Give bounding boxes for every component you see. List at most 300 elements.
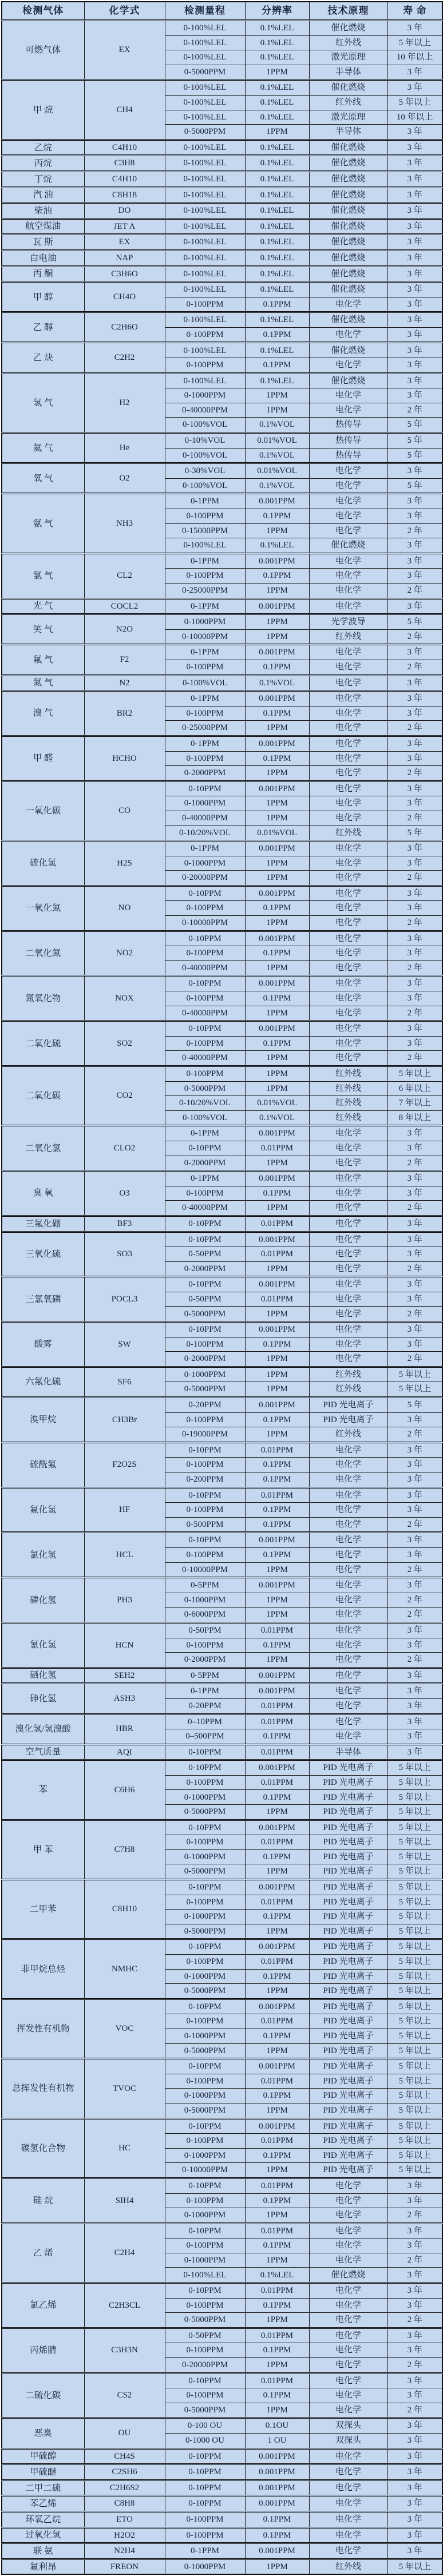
principle-cell: 电化学 — [309, 1442, 387, 1458]
table-row — [2, 2480, 442, 2496]
principle-cell: 电化学 — [309, 1638, 387, 1653]
resolution-cell: 0.1%LEL — [245, 2268, 309, 2283]
principle-cell: PID 光电离子 — [309, 1939, 387, 1955]
table-row — [2, 841, 442, 856]
lifespan-cell: 3 年 — [387, 1668, 442, 1684]
formula-cell: C7H8 — [84, 1820, 165, 1879]
column-header-1: 化学式 — [84, 2, 165, 21]
resolution-cell: 0.1PPM — [245, 1790, 309, 1805]
formula-cell: NO — [84, 886, 165, 931]
lifespan-cell: 5 年以上 — [387, 1924, 442, 1939]
principle-cell: 电化学 — [309, 1668, 387, 1684]
resolution-cell: 0.1%LEL — [245, 50, 309, 65]
range-cell: 0-20PPM — [165, 1398, 245, 1413]
resolution-cell: 0.1OU — [245, 2418, 309, 2434]
lifespan-cell: 10 年以上 — [387, 110, 442, 125]
principle-cell: 红外线 — [309, 95, 387, 110]
lifespan-cell: 3 年 — [387, 80, 442, 96]
principle-cell: 电化学 — [309, 1337, 387, 1352]
principle-cell: 电化学 — [309, 478, 387, 494]
resolution-cell: 0.001PPM — [245, 781, 309, 796]
range-cell: 0-100%LEL — [165, 140, 245, 156]
range-cell: 0-100%VOL — [165, 1110, 245, 1126]
principle-cell: 电化学 — [309, 796, 387, 811]
lifespan-cell: 5 年以上 — [387, 1849, 442, 1864]
table-row — [2, 781, 442, 796]
range-cell: 0-100%LEL — [165, 235, 245, 251]
principle-cell: 电化学 — [309, 1684, 387, 1699]
lifespan-cell: 3 年 — [387, 1247, 442, 1262]
lifespan-cell: 2 年 — [387, 1653, 442, 1668]
range-cell: 0-1000PPM — [165, 1910, 245, 1924]
range-cell: 0-1000PPM — [165, 2208, 245, 2224]
principle-cell: 电化学 — [309, 1698, 387, 1714]
resolution-cell: 0.1%LEL — [245, 80, 309, 96]
gas-name-cell: 丙烷 — [2, 156, 84, 172]
range-cell: 0-20000PPM — [165, 871, 245, 886]
lifespan-cell: 3 年 — [387, 203, 442, 219]
principle-cell: 电化学 — [309, 916, 387, 931]
principle-cell: PID 光电离子 — [309, 1398, 387, 1413]
range-cell: 0-1PPM — [165, 1684, 245, 1699]
formula-cell: ETO — [84, 2511, 165, 2527]
range-cell: 0-100PPM — [165, 297, 245, 312]
range-cell: 0-100%LEL — [165, 80, 245, 96]
gas-name-cell: 二硫化碳 — [2, 2373, 84, 2418]
formula-cell: N2H4 — [84, 2543, 165, 2559]
range-cell: 0-10PPM — [165, 1277, 245, 1292]
resolution-cell: 0.1%LEL — [245, 171, 309, 187]
lifespan-cell: 3 年 — [387, 494, 442, 509]
table-row — [2, 21, 442, 36]
range-cell: 0-100%LEL — [165, 2268, 245, 2283]
range-cell: 0-100PPM — [165, 1775, 245, 1790]
resolution-cell: 0.1PPM — [245, 2511, 309, 2527]
principle-cell: 电化学 — [309, 2448, 387, 2464]
principle-cell: 电化学 — [309, 1472, 387, 1488]
table-row — [2, 373, 442, 388]
table-row — [2, 156, 442, 172]
lifespan-cell: 2 年 — [387, 960, 442, 976]
range-cell: 0-1000PPM — [165, 2089, 245, 2103]
range-cell: 0-100%LEL — [165, 312, 245, 328]
table-row — [2, 1880, 442, 1895]
principle-cell: 电化学 — [309, 660, 387, 675]
gas-name-cell: 二氧化氯 — [2, 1126, 84, 1171]
table-row — [2, 931, 442, 946]
lifespan-cell: 5 年以上 — [387, 1880, 442, 1895]
principle-cell: PID 光电离子 — [309, 2118, 387, 2134]
lifespan-cell: 3 年 — [387, 2527, 442, 2543]
formula-cell: H2 — [84, 373, 165, 432]
principle-cell: 催化燃烧 — [309, 187, 387, 203]
range-cell: 0-10PPM — [165, 2448, 245, 2464]
lifespan-cell: 3 年 — [387, 553, 442, 569]
formula-cell: SF6 — [84, 1367, 165, 1397]
lifespan-cell: 6 年以上 — [387, 1081, 442, 1096]
principle-cell: 电化学 — [309, 841, 387, 856]
table-row — [2, 1398, 442, 1413]
lifespan-cell: 3 年 — [387, 463, 442, 479]
gas-name-cell: 乙烷 — [2, 140, 84, 156]
range-cell: 0-100PPM — [165, 2193, 245, 2208]
table-row — [2, 1820, 442, 1835]
gas-name-cell: 白电油 — [2, 250, 84, 266]
resolution-cell: 0.01PPM — [245, 2223, 309, 2238]
principle-cell: PID 光电离子 — [309, 1805, 387, 1820]
table-row — [2, 463, 442, 479]
formula-cell: C2H6S2 — [84, 2480, 165, 2496]
lifespan-cell: 3 年 — [387, 2511, 442, 2527]
table-row — [2, 171, 442, 187]
principle-cell: 电化学 — [309, 1232, 387, 1247]
gas-name-cell: 氧 气 — [2, 463, 84, 494]
range-cell: 0-10000PPM — [165, 2163, 245, 2178]
range-cell: 0-10PPM — [165, 2223, 245, 2238]
range-cell: 0-100PPM — [165, 327, 245, 343]
resolution-cell: 0.1%LEL — [245, 21, 309, 36]
range-cell: 0-2000PPM — [165, 766, 245, 781]
lifespan-cell: 5 年以上 — [387, 2043, 442, 2059]
lifespan-cell: 3 年 — [387, 1547, 442, 1562]
principle-cell: PID 光电离子 — [309, 1412, 387, 1427]
principle-cell: 催化燃烧 — [309, 156, 387, 172]
table-row — [2, 976, 442, 991]
lifespan-cell: 3 年 — [387, 1503, 442, 1518]
table-row — [2, 675, 442, 691]
gas-name-cell: 硫酰氟 — [2, 1442, 84, 1487]
lifespan-cell: 3 年 — [387, 373, 442, 388]
resolution-cell: 0.01PPM — [245, 1216, 309, 1232]
principle-cell: 热传导 — [309, 433, 387, 448]
table-row — [2, 1066, 442, 1081]
resolution-cell: 0.1PPM — [245, 1729, 309, 1745]
resolution-cell: 0.01%VOL — [245, 1096, 309, 1111]
table-row — [2, 645, 442, 660]
lifespan-cell: 3 年 — [387, 2283, 442, 2299]
resolution-cell: 0.1PPM — [245, 1517, 309, 1533]
lifespan-cell: 5 年以上 — [387, 1955, 442, 1970]
range-cell: 0-5PPM — [165, 1578, 245, 1593]
principle-cell: PID 光电离子 — [309, 2134, 387, 2149]
lifespan-cell: 5 年 — [387, 448, 442, 463]
gas-name-cell: 二氧化碳 — [2, 1066, 84, 1125]
lifespan-cell: 2 年 — [387, 766, 442, 781]
principle-cell: 热传导 — [309, 418, 387, 433]
gas-sensor-spec-table — [1, 1, 443, 2575]
gas-name-cell: 砷化氢 — [2, 1684, 84, 1714]
lifespan-cell: 3 年 — [387, 1714, 442, 1729]
resolution-cell: 0.01%VOL — [245, 433, 309, 448]
range-cell: 0-100%VOL — [165, 448, 245, 463]
lifespan-cell: 2 年 — [387, 1307, 442, 1322]
lifespan-cell: 5 年以上 — [387, 1382, 442, 1398]
lifespan-cell: 3 年 — [387, 1216, 442, 1232]
resolution-cell: 0.001PPM — [245, 1232, 309, 1247]
gas-name-cell: 氯 气 — [2, 553, 84, 598]
formula-cell: C8H8 — [84, 2496, 165, 2512]
resolution-cell: 1PPM — [245, 2313, 309, 2328]
principle-cell: 红外线 — [309, 825, 387, 841]
lifespan-cell: 5 年以上 — [387, 2103, 442, 2118]
range-cell: 0-10PPM — [165, 2480, 245, 2496]
principle-cell: 红外线 — [309, 1382, 387, 1398]
gas-name-cell: 氯乙烯 — [2, 2283, 84, 2328]
range-cell: 0-10PPM — [165, 1999, 245, 2014]
range-cell: 0-5000PPM — [165, 2313, 245, 2328]
gas-name-cell: 甲 苯 — [2, 1820, 84, 1879]
principle-cell: 电化学 — [309, 388, 387, 403]
range-cell: 0-10%VOL — [165, 433, 245, 448]
lifespan-cell: 3 年 — [387, 235, 442, 251]
lifespan-cell: 5 年以上 — [387, 2059, 442, 2074]
principle-cell: 电化学 — [309, 2464, 387, 2480]
range-cell: 0-1PPM — [165, 1171, 245, 1186]
resolution-cell: 0.1%VOL — [245, 478, 309, 494]
lifespan-cell: 3 年 — [387, 1126, 442, 1141]
principle-cell: 电化学 — [309, 1607, 387, 1623]
range-cell: 0-40000PPM — [165, 403, 245, 418]
principle-cell: 催化燃烧 — [309, 538, 387, 554]
lifespan-cell: 2 年 — [387, 1156, 442, 1171]
range-cell: 0-1PPM — [165, 841, 245, 856]
table-body — [2, 21, 442, 2575]
table-row — [2, 2418, 442, 2434]
range-cell: 0-10PPM — [165, 2118, 245, 2134]
range-cell: 0-10PPM — [165, 1760, 245, 1776]
range-cell: 0-10PPM — [165, 781, 245, 796]
resolution-cell: 0.001PPM — [245, 1398, 309, 1413]
gas-name-cell: 苯乙烯 — [2, 2496, 84, 2512]
principle-cell: 催化燃烧 — [309, 312, 387, 328]
principle-cell: 电化学 — [309, 1006, 387, 1021]
lifespan-cell: 5 年以上 — [387, 1820, 442, 1835]
resolution-cell: 1PPM — [245, 1607, 309, 1623]
range-cell: 0-1PPM — [165, 691, 245, 706]
resolution-cell: 0.1%LEL — [245, 312, 309, 328]
formula-cell: H2O2 — [84, 2527, 165, 2543]
table-row — [2, 433, 442, 448]
lifespan-cell: 5 年以上 — [387, 1939, 442, 1955]
lifespan-cell: 3 年 — [387, 2418, 442, 2434]
formula-cell: C2H6O — [84, 312, 165, 343]
resolution-cell: 0.1PPM — [245, 1412, 309, 1427]
column-header-0: 检测气体 — [2, 2, 84, 21]
gas-name-cell: 氟化氢 — [2, 1487, 84, 1533]
resolution-cell: 1PPM — [245, 583, 309, 598]
principle-cell: 催化燃烧 — [309, 266, 387, 282]
range-cell: 0-10000PPM — [165, 1562, 245, 1578]
range-cell: 0-100PPM — [165, 2343, 245, 2358]
gas-name-cell: 恶臭 — [2, 2418, 84, 2448]
principle-cell: 催化燃烧 — [309, 373, 387, 388]
lifespan-cell: 3 年 — [387, 1578, 442, 1593]
lifespan-cell: 3 年 — [387, 1036, 442, 1051]
resolution-cell: 0.1PPM — [245, 509, 309, 524]
lifespan-cell: 3 年 — [387, 991, 442, 1006]
resolution-cell: 1PPM — [245, 856, 309, 871]
range-cell: 0-100%LEL — [165, 35, 245, 50]
formula-cell: SW — [84, 1322, 165, 1367]
resolution-cell: 1PPM — [245, 388, 309, 403]
table-row — [2, 1999, 442, 2014]
formula-cell: SIH4 — [84, 2178, 165, 2223]
range-cell: 0-1000PPM — [165, 2029, 245, 2043]
lifespan-cell: 3 年 — [387, 266, 442, 282]
principle-cell: 电化学 — [309, 2178, 387, 2193]
gas-name-cell: 硅 烷 — [2, 2178, 84, 2223]
resolution-cell: 0.1PPM — [245, 751, 309, 766]
formula-cell: CL2 — [84, 553, 165, 598]
range-cell: 0-2000PPM — [165, 1653, 245, 1668]
table-row — [2, 2559, 442, 2574]
formula-cell: HCHO — [84, 736, 165, 781]
resolution-cell: 0.001PPM — [245, 1668, 309, 1684]
table-row — [2, 2448, 442, 2464]
table-row — [2, 2543, 442, 2559]
range-cell: 0-10/20%VOL — [165, 1096, 245, 1111]
gas-name-cell: 三氯氧磷 — [2, 1277, 84, 1322]
principle-cell: 电化学 — [309, 2193, 387, 2208]
resolution-cell: 1PPM — [245, 65, 309, 80]
resolution-cell: 0.001PPM — [245, 841, 309, 856]
formula-cell: F2O2S — [84, 1442, 165, 1487]
lifespan-cell: 5 年 — [387, 1398, 442, 1413]
lifespan-cell: 3 年 — [387, 219, 442, 235]
principle-cell: 电化学 — [309, 691, 387, 706]
resolution-cell: 1PPM — [245, 1562, 309, 1578]
range-cell: 0-100PPM — [165, 2527, 245, 2543]
gas-name-cell: 溴化氢/氢溴酸 — [2, 1714, 84, 1744]
principle-cell: 催化燃烧 — [309, 21, 387, 36]
gas-name-cell: 六氟化硫 — [2, 1367, 84, 1397]
lifespan-cell: 2 年 — [387, 811, 442, 825]
lifespan-cell: 5 年 — [387, 433, 442, 448]
gas-name-cell: 柴油 — [2, 203, 84, 219]
lifespan-cell: 2 年 — [387, 2358, 442, 2373]
range-cell: 0-100PPM — [165, 509, 245, 524]
range-cell: 0-1PPM — [165, 494, 245, 509]
lifespan-cell: 5 年以上 — [387, 1760, 442, 1776]
resolution-cell: 0.1PPM — [245, 2148, 309, 2163]
range-cell: 0-1000PPM — [165, 2253, 245, 2268]
principle-cell: 电化学 — [309, 2480, 387, 2496]
resolution-cell: 0.1PPM — [245, 660, 309, 675]
resolution-cell: 0.1PPM — [245, 901, 309, 916]
range-cell: 0-10000PPM — [165, 629, 245, 645]
resolution-cell: 0.001PPM — [245, 1021, 309, 1037]
resolution-cell: 0.001PPM — [245, 2480, 309, 2496]
principle-cell: 电化学 — [309, 2298, 387, 2313]
principle-cell: 红外线 — [309, 629, 387, 645]
range-cell: 0-1PPM — [165, 2543, 245, 2559]
principle-cell: 电化学 — [309, 976, 387, 991]
principle-cell: 电化学 — [309, 358, 387, 374]
principle-cell: 红外线 — [309, 1081, 387, 1096]
range-cell: 0-1000 OU — [165, 2434, 245, 2449]
principle-cell: 电化学 — [309, 811, 387, 825]
formula-cell: NAP — [84, 250, 165, 266]
range-cell: 0-10PPM — [165, 1880, 245, 1895]
formula-cell: POCL3 — [84, 1277, 165, 1322]
gas-name-cell: 酸雾 — [2, 1322, 84, 1367]
resolution-cell: 0.001PPM — [245, 1760, 309, 1776]
table-row — [2, 2178, 442, 2193]
gas-name-cell: 甲 烷 — [2, 80, 84, 140]
lifespan-cell: 3 年 — [387, 1232, 442, 1247]
lifespan-cell: 5 年以上 — [387, 1835, 442, 1850]
principle-cell: PID 光电离子 — [309, 2089, 387, 2103]
lifespan-cell: 3 年 — [387, 976, 442, 991]
resolution-cell: 1PPM — [245, 1051, 309, 1066]
resolution-cell: 0.1PPM — [245, 991, 309, 1006]
gas-name-cell: 氮 气 — [2, 675, 84, 691]
lifespan-cell: 3 年 — [387, 1186, 442, 1201]
table-row — [2, 1487, 442, 1503]
principle-cell: 电化学 — [309, 1714, 387, 1729]
resolution-cell: 0.001PPM — [245, 494, 309, 509]
resolution-cell: 0.1%LEL — [245, 538, 309, 554]
lifespan-cell: 3 年 — [387, 2388, 442, 2403]
lifespan-cell: 2 年 — [387, 660, 442, 675]
resolution-cell: 0.1PPM — [245, 2298, 309, 2313]
resolution-cell: 0.001PPM — [245, 2059, 309, 2074]
range-cell: 0-20PPM — [165, 1698, 245, 1714]
resolution-cell: 1PPM — [245, 871, 309, 886]
resolution-cell: 1PPM — [245, 2163, 309, 2178]
principle-cell: 电化学 — [309, 2388, 387, 2403]
range-cell: 0–500PPM — [165, 1729, 245, 1745]
range-cell: 0-10PPM — [165, 2373, 245, 2388]
lifespan-cell: 5 年以上 — [387, 95, 442, 110]
resolution-cell: 1PPM — [245, 1367, 309, 1382]
resolution-cell: 0.001PPM — [245, 2543, 309, 2559]
resolution-cell: 0.01%VOL — [245, 825, 309, 841]
resolution-cell: 0.1PPM — [245, 358, 309, 374]
principle-cell: 电化学 — [309, 871, 387, 886]
resolution-cell: 0.1PPM — [245, 1849, 309, 1864]
gas-name-cell: 丙烯腈 — [2, 2328, 84, 2373]
lifespan-cell: 2 年 — [387, 1352, 442, 1367]
lifespan-cell: 3 年 — [387, 841, 442, 856]
resolution-cell: 0.1%LEL — [245, 250, 309, 266]
lifespan-cell: 3 年 — [387, 187, 442, 203]
formula-cell: C8H18 — [84, 187, 165, 203]
principle-cell: 红外线 — [309, 1066, 387, 1081]
principle-cell: PID 光电离子 — [309, 1849, 387, 1864]
range-cell: 0-100PPM — [165, 2014, 245, 2029]
lifespan-cell: 5 年 — [387, 478, 442, 494]
principle-cell: 电化学 — [309, 494, 387, 509]
lifespan-cell: 3 年 — [387, 327, 442, 343]
gas-name-cell: 氮氧化物 — [2, 976, 84, 1021]
formula-cell: PH3 — [84, 1578, 165, 1623]
range-cell: 0-10PPM — [165, 2496, 245, 2512]
lifespan-cell: 5 年以上 — [387, 1999, 442, 2014]
resolution-cell: 0.001PPM — [245, 736, 309, 751]
lifespan-cell: 2 年 — [387, 1427, 442, 1443]
principle-cell: 电化学 — [309, 1156, 387, 1171]
resolution-cell: 0.001PPM — [245, 931, 309, 946]
principle-cell: 红外线 — [309, 1096, 387, 1111]
range-cell: 0-1PPM — [165, 1126, 245, 1141]
gas-name-cell: 乙 炔 — [2, 343, 84, 373]
gas-name-cell: 二甲苯 — [2, 1880, 84, 1939]
lifespan-cell: 3 年 — [387, 781, 442, 796]
resolution-cell: 0.001PPM — [245, 886, 309, 901]
resolution-cell: 0.01PPM — [245, 2283, 309, 2299]
gas-name-cell: 氟利昂 — [2, 2559, 84, 2574]
